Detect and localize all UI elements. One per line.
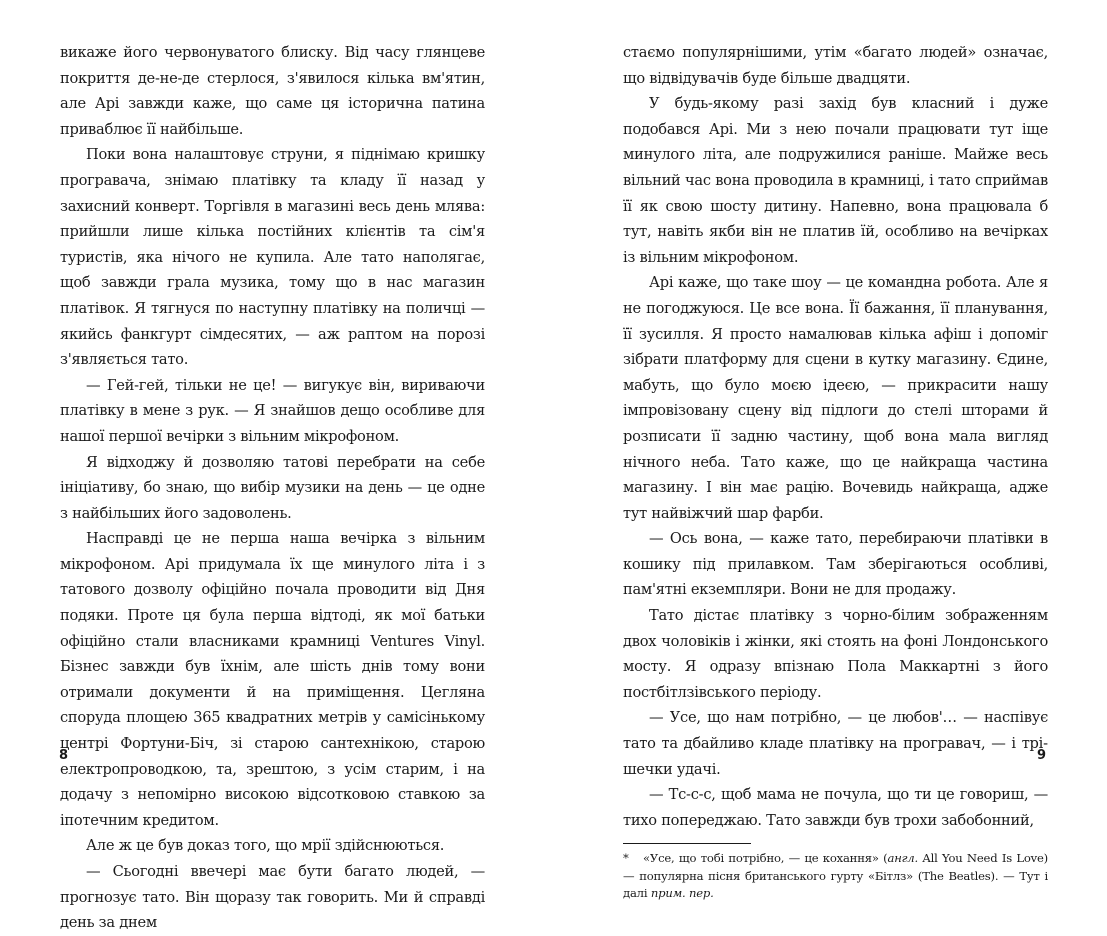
- paragraph: викаже його червонуватого блиску. Від часу глянцеве покриття де-не-де стерлося, з'явилося кілька вм'ятин, але Арі завжди каже, що саме ця історична патина приваблює її найбільше.: [60, 44, 485, 138]
- paragraph: Поки вона налаштовує струни, я піднімаю кришку програвача, знімаю платівку та кладу її назад у захисний конверт. Торгівля в магазині весь день млява: прийшли лише кілька постійних клієнтів та сім'я туристів, яка нічого не купила. Але тато наполягає, щоб завжди грала музика, тому що в нас магазин платівок. Я тягнуся по наступну платівку на поличці — якийсь фанкгурт сімдесятих, — аж раптом на порозі з'являється тато.: [60, 146, 485, 369]
- footnote-abbr-2: прим. пер.: [650, 886, 714, 901]
- page-number-left: 8: [59, 748, 69, 763]
- footnote-quote: «Усе, що тобі потрібно, — це кохання»: [643, 851, 879, 866]
- footnote-abbr: англ.: [887, 851, 918, 866]
- right-page: [623, 40, 1048, 903]
- footnote-text: All You Need Is Love) — популярна пісня британського гурту «Бітлз» (The Beatles). — Тут і далі: [623, 851, 1048, 901]
- page-number-right: 9: [1037, 748, 1047, 763]
- paragraph: Тато дістає платівку з чорно-білим зображенням двох чоловіків і жінки, які стоять на фоні Лондонського мосту. Я одразу впізнаю Пола Маккартні з його постбітлзівського періоду.: [623, 607, 1048, 701]
- paragraph: — Тс-с-с, щоб мама не почула, що ти це говориш, — тихо попереджаю. Тато завжди був трохи забобонний,: [623, 786, 1048, 829]
- footnote-marker: *: [623, 851, 629, 866]
- footnote: * «Усе, що тобі потрібно, — це кохання» (англ. All You Need Is Love) — популярна пісня британського гурту «Бітлз» (The Beatles). — Тут і далі прим. пер.: [623, 851, 1048, 901]
- paragraph: Але ж це був доказ того, що мрії здійснюються.: [86, 837, 445, 855]
- paragraph: Арі каже, що таке шоу — це командна робота. Але я не погоджуюся. Це все вона. Її бажання, її планування, її зусилля. Я просто намалював кілька афіш і допоміг зібрати платформу для сцени в кутку магазину. Єдине, мабуть, що було моєю ідеєю, — прикрасити нашу імпровізовану сцену від підлоги до стелі шторами й розписати її задню частину, щоб вона мала вигляд нічного неба. Тато каже, що це найкраща частина магазину. І він має рацію. Вочевидь найкраща, адже тут найвіжчий шар фарби.: [623, 274, 1048, 522]
- paragraph: Насправді це не перша наша вечірка з вільним мікрофоном. Арі придумала їх ще минулого літа і з татового дозволу офіційно почала проводити від Дня подяки. Проте ця була перша відтоді, як мої батьки офіційно стали власниками крамниці Ventures Vinyl. Бізнес завжди був їхнім, але шість днів тому вони отримали документи й на приміщення. Цегляна споруда площею 365 квадратних метрів у самісінькому центрі Фортуни-Біч, зі старою сантехнікою, старою електропроводкою, та, зрештою, з усім старим, і на додачу з непомірно високою відсотковою ставкою за іпотечним кредитом.: [60, 530, 485, 829]
- paragraph: стаємо популярнішими, утім «багато людей» означає, що відвідувачів буде більше двадцяти.: [623, 44, 1048, 87]
- footnote-divider: [623, 843, 751, 844]
- paragraph: — Гей-гей, тільки не це! — вигукує він, вириваючи платівку в мене з рук. — Я знайшов дещо особливе для нашої першої вечірки з вільним мікрофоном.: [60, 376, 485, 445]
- paragraph: — Ось вона, — каже тато, перебираючи платівки в кошику під прилавком. Там зберігаються особливі, пам'ятні екземпляри. Вони не для продажу.: [623, 530, 1048, 599]
- paragraph: Я відходжу й дозволяю татові перебрати на себе ініціативу, бо знаю, що вибір музики на день — це одне з найбільших його задоволень.: [60, 453, 485, 522]
- paragraph: — Усе, що нам потрібно, — це любов'… — наспівує тато та дбайливо кладе платівку на програвач, — і трішечки удачі.: [623, 709, 1048, 778]
- paragraph: У будь-якому разі захід був класний і дуже подобався Арі. Ми з нею почали працювати тут іще минулого літа, але подружилися раніше. Майже весь вільний час вона проводила в крамниці, і тато сприймав її як свою шосту дитину. Напевно, вона працювала б тут, навіть якби він не платив їй, особливо на вечірках із вільним мікрофоном.: [623, 95, 1048, 266]
- left-page: [60, 40, 485, 936]
- paragraph: — Сьогодні ввечері має бути багато людей, — прогнозує тато. Він щоразу так говорить. Ми й справді день за днем: [60, 863, 485, 932]
